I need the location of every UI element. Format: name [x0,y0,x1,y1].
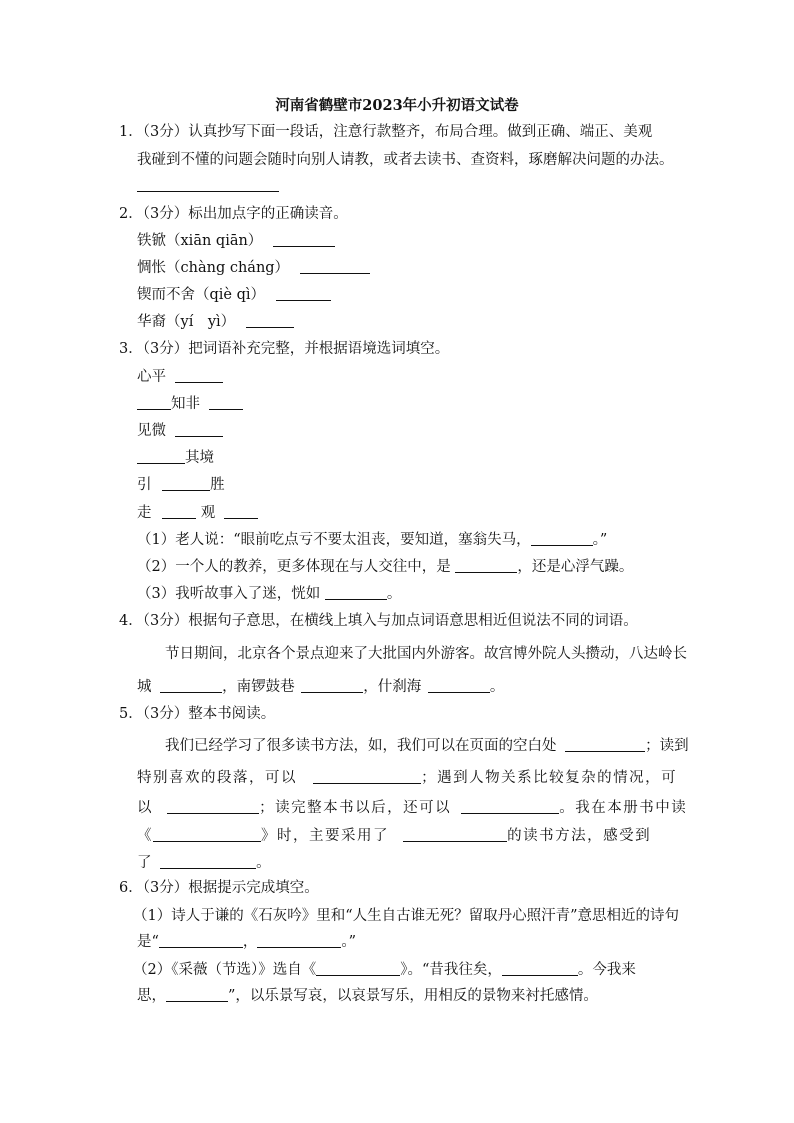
sentence-text: （3）我听故事入了迷，恍如 [137,586,321,602]
question-5-stem: 5．（3分）整本书阅读。 [119,706,276,722]
passage-text: ，什刹海 [363,679,422,695]
answer-blank[interactable] [159,933,243,948]
answer-blank[interactable] [403,827,507,842]
idiom-text: 见微 [137,423,166,439]
answer-blank[interactable] [209,395,243,410]
question-6-line-2 [137,932,356,952]
answer-blank[interactable] [301,678,363,693]
exam-title: 河南省鹤壁市2023年小升初语文试卷 [275,97,519,114]
question-4-passage-line-2 [137,677,504,697]
passage-text: 了 [137,855,152,871]
idiom-5 [137,475,225,495]
passage-text: ”，以乐景写哀，以哀景写乐，用相反的景物来衬托感情。 [228,988,598,1004]
idiom-3 [137,421,223,441]
idiom-6 [137,503,258,523]
passage-text: ；遇到人物关系比较复杂的情况，可 [421,770,678,786]
idiom-text: 知非 [171,396,200,412]
answer-blank[interactable] [162,504,196,519]
question-2-item [137,231,335,251]
idiom-text: 心平 [137,369,166,385]
sentence-text: 。” [592,532,608,548]
question-4-stem: 4．（3分）根据句子意思，在横线上填入与加点词语意思相近但说法不同的词语。 [119,613,638,629]
answer-blank[interactable] [137,395,171,410]
passage-text: 我们已经学习了很多读书方法，如，我们可以在页面的空白处 [165,738,557,754]
question-2-item-text: 华裔（yí yì） [137,314,236,330]
passage-text: 。 [489,679,505,695]
question-6-line-4 [137,986,598,1006]
question-2-item-text: 铁锨（xiān qiān） [137,233,263,249]
passage-text: 。” [341,934,357,950]
passage-text: ；读完整本书以后，还可以 [259,800,452,816]
passage-text: 城 [137,679,152,695]
answer-blank[interactable] [565,737,645,752]
passage-text: 的读书方法，感受到 [507,828,652,844]
passage-text: 特别喜欢的段落，可以 [137,770,297,786]
question-2-item-text: 锲而不舍（qiè qì） [137,287,266,303]
question-5-line-1 [165,736,689,756]
question-5-line-5 [137,853,271,873]
passage-text: 》。“昔我往矣， [400,962,502,978]
question-1-passage: 我碰到不懂的问题会随时向别人请教，或者去读书、查资料，琢磨解决问题的办法。 [137,152,674,168]
idiom-2 [137,394,243,414]
passage-text: ，南锣鼓巷 [222,679,295,695]
passage-text: 。今我来 [577,962,636,978]
question-5-line-4 [137,826,651,846]
idiom-text: 观 [200,505,216,521]
answer-blank[interactable] [160,678,222,693]
question-6-line-3 [133,960,636,980]
question-1-stem: 1．（3分）认真抄写下面一段话，注意行款整齐，布局合理。做到正确、端正、美观 [119,124,653,140]
passage-text: 《 [137,828,153,844]
idiom-text: 走 [137,505,152,521]
sentence-text: （2）一个人的教养，更多体现在与人交往中，是 [137,559,451,575]
question-3-sentence-3 [137,584,401,604]
question-5-line-2 [137,768,677,788]
passage-text: 以 [137,800,153,816]
idiom-text: 引 [137,477,152,493]
answer-blank[interactable] [175,368,223,383]
passage-text: 。我在本册书中读 [559,800,688,816]
answer-blank[interactable] [276,286,331,301]
answer-blank[interactable] [137,449,185,464]
answer-blank[interactable] [224,504,258,519]
question-3-stem: 3．（3分）把词语补充完整，并根据语境选词填空。 [119,341,450,357]
answer-blank[interactable] [166,987,228,1002]
idiom-text: 其境 [185,450,214,466]
passage-text: 》时，主要采用了 [261,828,389,844]
answer-blank[interactable] [175,422,223,437]
sentence-text: ，还是心浮气躁。 [517,559,634,575]
question-4-passage-line-1: 节日期间，北京各个景点迎来了大批国内外游客。故宫博外院人头攒动，八达岭长 [165,646,687,662]
answer-blank[interactable] [313,769,421,784]
idiom-text: 胜 [210,477,225,493]
idiom-4 [137,448,214,468]
answer-blank[interactable] [531,531,593,546]
question-2-item-text: 惆怅（chàng cháng） [137,260,290,276]
answer-blank[interactable] [300,259,370,274]
answer-blank[interactable] [428,678,490,693]
answer-blank[interactable] [273,232,335,247]
passage-text: ， [242,934,258,950]
passage-text: 。 [256,855,271,871]
question-6-line-1: （1）诗人于谦的《石灰吟》里和“人生自古谁无死？留取丹心照汗青”意思相近的诗句 [133,908,680,924]
question-3-sentence-2 [137,557,633,577]
answer-blank[interactable] [162,476,210,491]
passage-text: 是“ [137,934,159,950]
sentence-text: （1）老人说：“眼前吃点亏不要太沮丧，要知道，塞翁失马， [137,532,531,548]
question-6-stem: 6．（3分）根据提示完成填空。 [119,880,319,896]
answer-blank[interactable] [153,827,261,842]
answer-blank[interactable] [246,313,294,328]
answer-blank[interactable] [167,799,259,814]
passage-text: （2）《采薇（节选）》选自《 [133,962,317,978]
answer-blank[interactable] [257,933,341,948]
question-2-item [137,258,370,278]
question-2-stem: 2．（3分）标出加点字的正确读音。 [119,206,348,222]
answer-blank[interactable] [160,854,256,869]
passage-text: ；读到 [645,738,689,754]
idiom-1 [137,367,223,387]
question-2-item [137,285,331,305]
answer-blank[interactable] [502,961,578,976]
answer-blank[interactable] [455,558,517,573]
question-5-line-3 [137,798,687,818]
sentence-text: 。 [386,586,402,602]
answer-blank[interactable] [325,585,387,600]
answer-blank[interactable] [316,961,400,976]
question-2-item [137,312,294,332]
question-3-sentence-1 [137,530,607,550]
question-1-answer-line[interactable] [137,176,279,196]
passage-text: 思， [137,988,166,1004]
answer-blank[interactable] [461,799,559,814]
